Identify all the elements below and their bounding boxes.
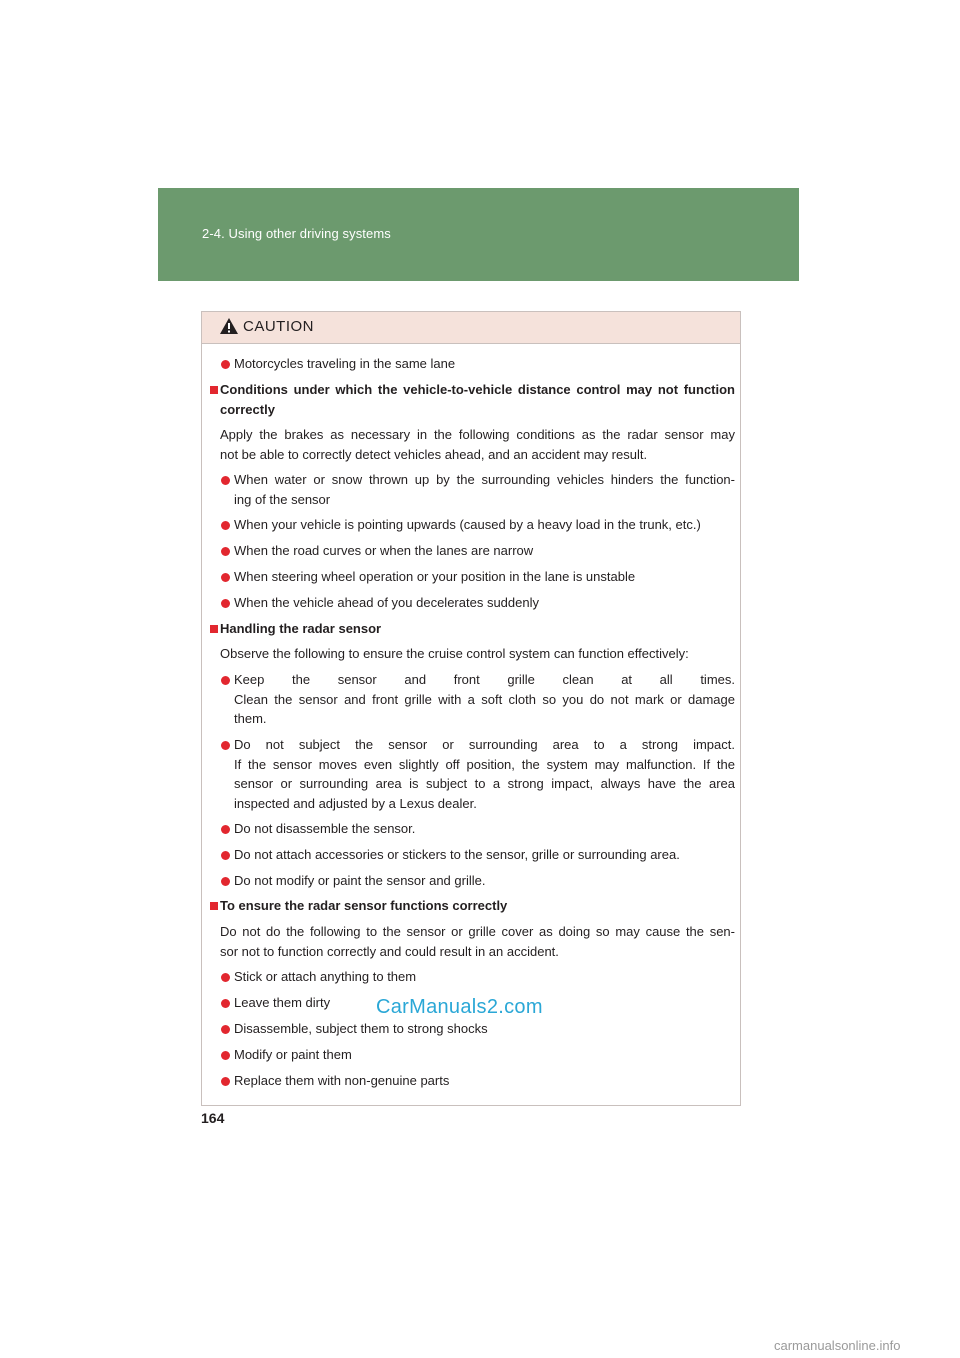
bullet-icon [221, 851, 230, 860]
bullet-text-line: If the sensor moves even slightly off position, the system may malfunction. If the [234, 756, 735, 772]
bullet-icon [221, 1025, 230, 1034]
caution-paragraph-line: Do not do the following to the sensor or grille cover as doing so may cause the sen- [220, 924, 735, 939]
bullet-text-line: Do not modify or paint the sensor and grille. [234, 873, 486, 888]
section-title: 2-4. Using other driving systems [202, 226, 391, 241]
caution-heading-line: Conditions under which the vehicle-to-vehicle distance control may not function [220, 382, 735, 397]
bullet-text-line: sensor or surrounding area is subject to a strong impact, always have the area [234, 776, 735, 791]
bullet-text-line: Disassemble, subject them to strong shocks [234, 1021, 488, 1036]
caution-heading-line: To ensure the radar sensor functions correctly [220, 898, 508, 913]
caution-paragraph-line: Observe the following to ensure the cruise control system can function effectively: [220, 646, 689, 661]
bullet-text-line: Motorcycles traveling in the same lane [234, 356, 456, 371]
bullet-text-line: When water or snow thrown up by the surrounding vehicles hinders the function- [234, 472, 735, 487]
bullet-icon [221, 521, 230, 530]
bullet-icon [221, 360, 230, 369]
bullet-text-line: When the vehicle ahead of you decelerates suddenly [234, 595, 539, 610]
bullet-icon [221, 476, 230, 485]
bullet-text-line: Modify or paint them [234, 1047, 352, 1062]
caution-heading-line: Handling the radar sensor [220, 621, 382, 636]
bullet-text-line: When steering wheel operation or your position in the lane is unstable [234, 569, 636, 584]
bullet-icon [221, 676, 230, 685]
bullet-text-line: Do not disassemble the sensor. [234, 821, 416, 836]
section-square-icon [210, 386, 218, 394]
bullet-text-line: Leave them dirty [234, 995, 331, 1010]
caution-paragraph-line: Apply the brakes as necessary in the following conditions as the radar sensor may [220, 427, 735, 442]
caution-heading-line: correctly [220, 401, 275, 417]
bullet-icon [221, 973, 230, 982]
bullet-text-line: them. [234, 711, 267, 726]
page-number: 164 [201, 1110, 225, 1126]
section-square-icon [210, 625, 218, 633]
bullet-text-line: Do not attach accessories or stickers to the sensor, grille or surrounding area. [234, 847, 680, 862]
bullet-text-line: When your vehicle is pointing upwards (caused by a heavy load in the trunk, etc.) [234, 517, 701, 532]
bullet-icon [221, 877, 230, 886]
bullet-text-line: Stick or attach anything to them [234, 969, 417, 984]
bullet-icon [221, 573, 230, 582]
bullet-text-line: When the road curves or when the lanes are narrow [234, 543, 534, 558]
caution-paragraph-line: not be able to correctly detect vehicles ahead, and an accident may result. [220, 446, 648, 462]
caution-paragraph-line: sor not to function correctly and could result in an accident. [220, 943, 559, 959]
bullet-icon [221, 547, 230, 556]
bullet-icon [221, 599, 230, 608]
bullet-text-line: Keep the sensor and front grille clean at all times. [234, 672, 735, 687]
section-square-icon [210, 902, 218, 910]
bullet-text-line: ing of the sensor [234, 491, 331, 507]
caution-title: CAUTION [243, 318, 314, 335]
bullet-icon [221, 825, 230, 834]
bullet-icon [221, 1077, 230, 1086]
bullet-text-line: inspected and adjusted by a Lexus dealer. [234, 795, 477, 811]
bullet-icon [221, 999, 230, 1008]
bullet-text-line: Clean the sensor and front grille with a soft cloth so you do not mark or damage [234, 691, 735, 707]
watermark-logo: CarManuals2.com [376, 996, 543, 1018]
bullet-icon [221, 741, 230, 750]
footer-watermark: carmanualsonline.info [774, 1338, 901, 1353]
bullet-text-line: Do not subject the sensor or surrounding area to a strong impact. [234, 737, 735, 752]
bullet-icon [221, 1051, 230, 1060]
bullet-text-line: Replace them with non-genuine parts [234, 1073, 450, 1088]
